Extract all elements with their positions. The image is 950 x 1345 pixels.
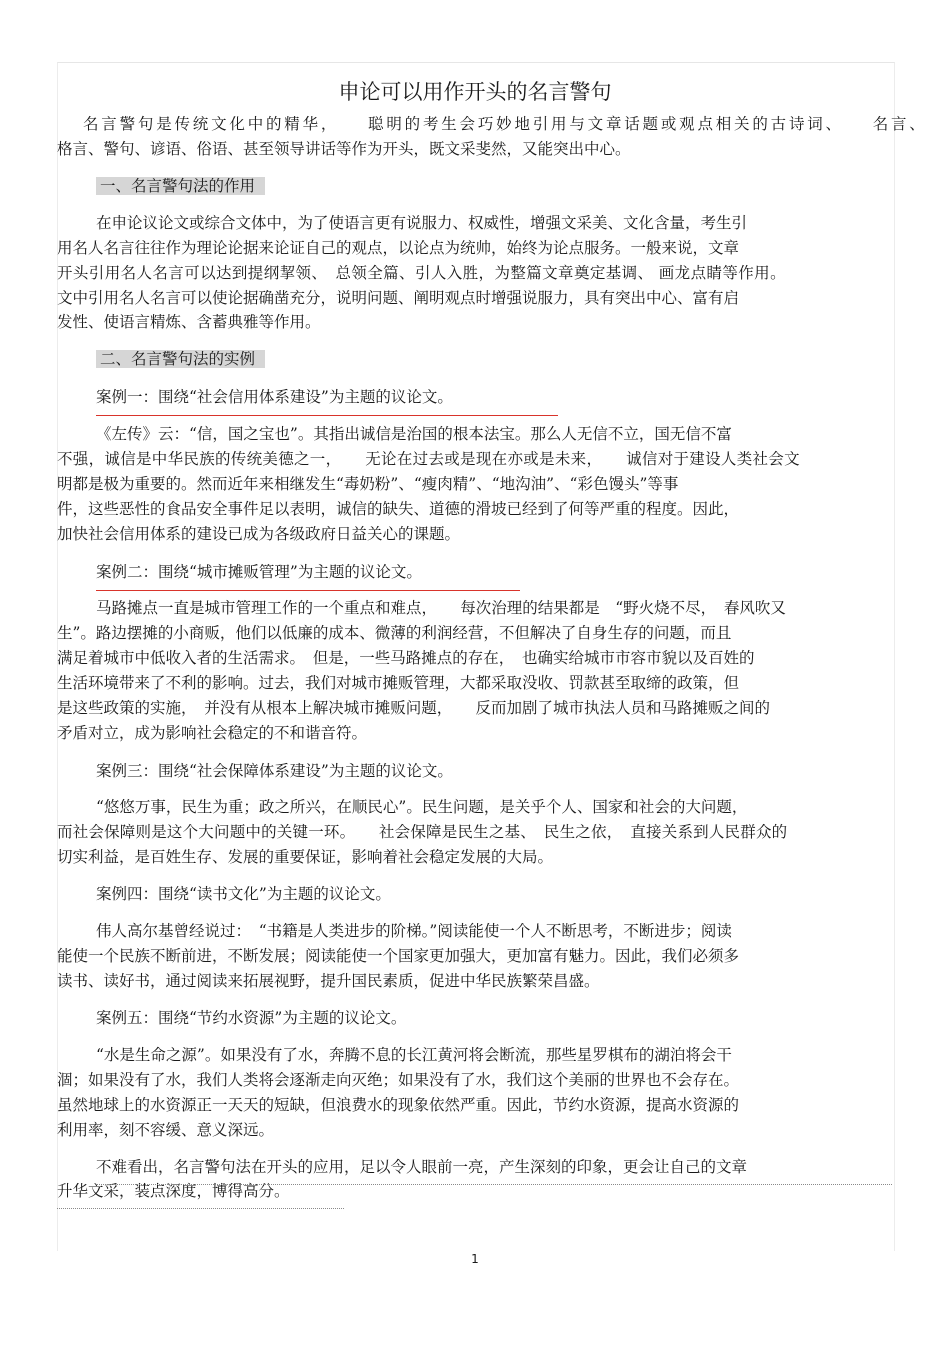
text-line: 案例一：围绕“社会信用体系建设”为主题的议论文。 [96, 388, 453, 406]
text-line: 案例四：围绕“读书文化”为主题的议论文。 [96, 885, 391, 903]
text-line: 读书、读好书，通过阅读来拓展视野，提升国民素质，促进中华民族繁荣昌盛。 [57, 972, 600, 990]
text-line: “悠悠万事，民生为重；政之所兴，在顺民心”。民生问题，是关乎个人、国家和社会的大问题， [96, 798, 748, 816]
case-two-underline [96, 590, 520, 591]
text-line: 发性、使语言精炼、含蓄典雅等作用。 [57, 313, 321, 331]
text-line: 不难看出，名言警句法在开头的应用，足以令人眼前一亮，产生深刻的印象，更会让自己的文章 [96, 1158, 748, 1176]
page-number: 1 [471, 1252, 479, 1266]
text-line: 满足着城市中低收入者的生活需求。 但是，一些马路摊点的存在， 也确实给城市市容市貌以及百姓的 [57, 649, 755, 667]
text-line: 文中引用名人名言可以使论据确凿充分，说明问题、阐明观点时增强说服力，具有突出中心、富有启 [57, 289, 740, 307]
text-line: 不强，诚信是中华民族的传统美德之一， 无论在过去或是现在亦或是未来， 诚信对于建设人类社会文 [57, 450, 800, 468]
text-line: 伟人高尔基曾经说过： “书籍是人类进步的阶梯。”阅读能使一个人不断思考，不断进步；阅读 [96, 922, 732, 940]
text-line: 《左传》云：“信，国之宝也”。其指出诚信是治国的根本法宝。那么人无信不立，国无信不富 [96, 425, 732, 443]
text-line: 用名人名言往往作为理论论据来论证自己的观点，以论点为统帅，始终为论点服务。一般来说，文章 [57, 239, 740, 257]
text-line: 案例三：围绕“社会保障体系建设”为主题的议论文。 [96, 762, 453, 780]
text-line: 矛盾对立，成为影响社会稳定的不和谐音符。 [57, 724, 368, 742]
text-line: 虽然地球上的水资源正一天天的短缺，但浪费水的现象依然严重。因此，节约水资源，提高水资源的 [57, 1096, 740, 1114]
text-line: 件，这些恶性的食品安全事件足以表明，诚信的缺失、道德的滑坡已经到了何等严重的程度。因此， [57, 500, 740, 518]
text-line: 加快社会信用体系的建设已成为各级政府日益关心的课题。 [57, 525, 461, 543]
text-line: 在申论议论文或综合文体中，为了使语言更有说服力、权威性，增强文采美、文化含量，考生引 [96, 214, 748, 232]
text-line: 明都是极为重要的。然而近年来相继发生“毒奶粉”、“瘦肉精”、“地沟油”、“彩色馒头”等事 [57, 475, 679, 493]
text-line: 马路摊点一直是城市管理工作的一个重点和难点， 每次治理的结果都是 “野火烧不尽， 春风吹又 [96, 599, 786, 617]
section-heading [96, 349, 265, 369]
case-one-underline [96, 415, 558, 416]
text-line: 案例二：围绕“城市摊贩管理”为主题的议论文。 [96, 563, 422, 581]
text-line: “水是生命之源”。如果没有了水，奔腾不息的长江黄河将会断流，那些星罗棋布的湖泊将会干 [96, 1046, 732, 1064]
section-heading [96, 176, 265, 196]
text-line: 名言警句是传统文化中的精华， 聪明的考生会巧妙地引用与文章话题或观点相关的古诗词、 名言、 [83, 115, 928, 133]
text-line: 升华文采，装点深度，博得高分。 [57, 1182, 290, 1200]
conclusion-underline-2 [57, 1208, 344, 1209]
conclusion-underline-1 [96, 1184, 892, 1185]
text-line: 开头引用名人名言可以达到提纲挈领、 总领全篇、引人入胜，为整篇文章奠定基调、 画龙点睛等作用。 [57, 264, 786, 282]
text-line: 生活环境带来了不利的影响。过去，我们对城市摊贩管理，大都采取没收、罚款甚至取缔的政策，但 [57, 674, 740, 692]
document-title: 申论可以用作开头的名言警句 [338, 80, 612, 104]
text-line: 能使一个民族不断前进，不断发展；阅读能使一个国家更加强大，更加富有魅力。因此，我们必须多 [57, 947, 740, 965]
text-line: 案例五：围绕“节约水资源”为主题的议论文。 [96, 1009, 407, 1027]
text-line: 格言、警句、谚语、俗语、甚至领导讲话等作为开头，既文采斐然，又能突出中心。 [57, 140, 631, 158]
text-line: 涸；如果没有了水，我们人类将会逐渐走向灭绝；如果没有了水，我们这个美丽的世界也不会存在。 [57, 1071, 740, 1089]
text-line: 生”。路边摆摊的小商贩，他们以低廉的成本、微薄的利润经营，不但解决了自身生存的问题，而且 [57, 624, 732, 642]
text-line: 利用率，刻不容缓、意义深远。 [57, 1121, 275, 1139]
section-heading-text: 二、名言警句法的实例 [96, 350, 265, 368]
text-line: 是这些政策的实施， 并没有从根本上解决城市摊贩问题， 反而加剧了城市执法人员和马路摊贩之间的 [57, 699, 771, 717]
text-line: 切实利益，是百姓生存、发展的重要保证，影响着社会稳定发展的大局。 [57, 848, 554, 866]
section-heading-text: 一、名言警句法的作用 [96, 177, 265, 195]
text-line: 而社会保障则是这个大问题中的关键一环。 社会保障是民生之基、 民生之依， 直接关系到人民群众的 [57, 823, 788, 841]
